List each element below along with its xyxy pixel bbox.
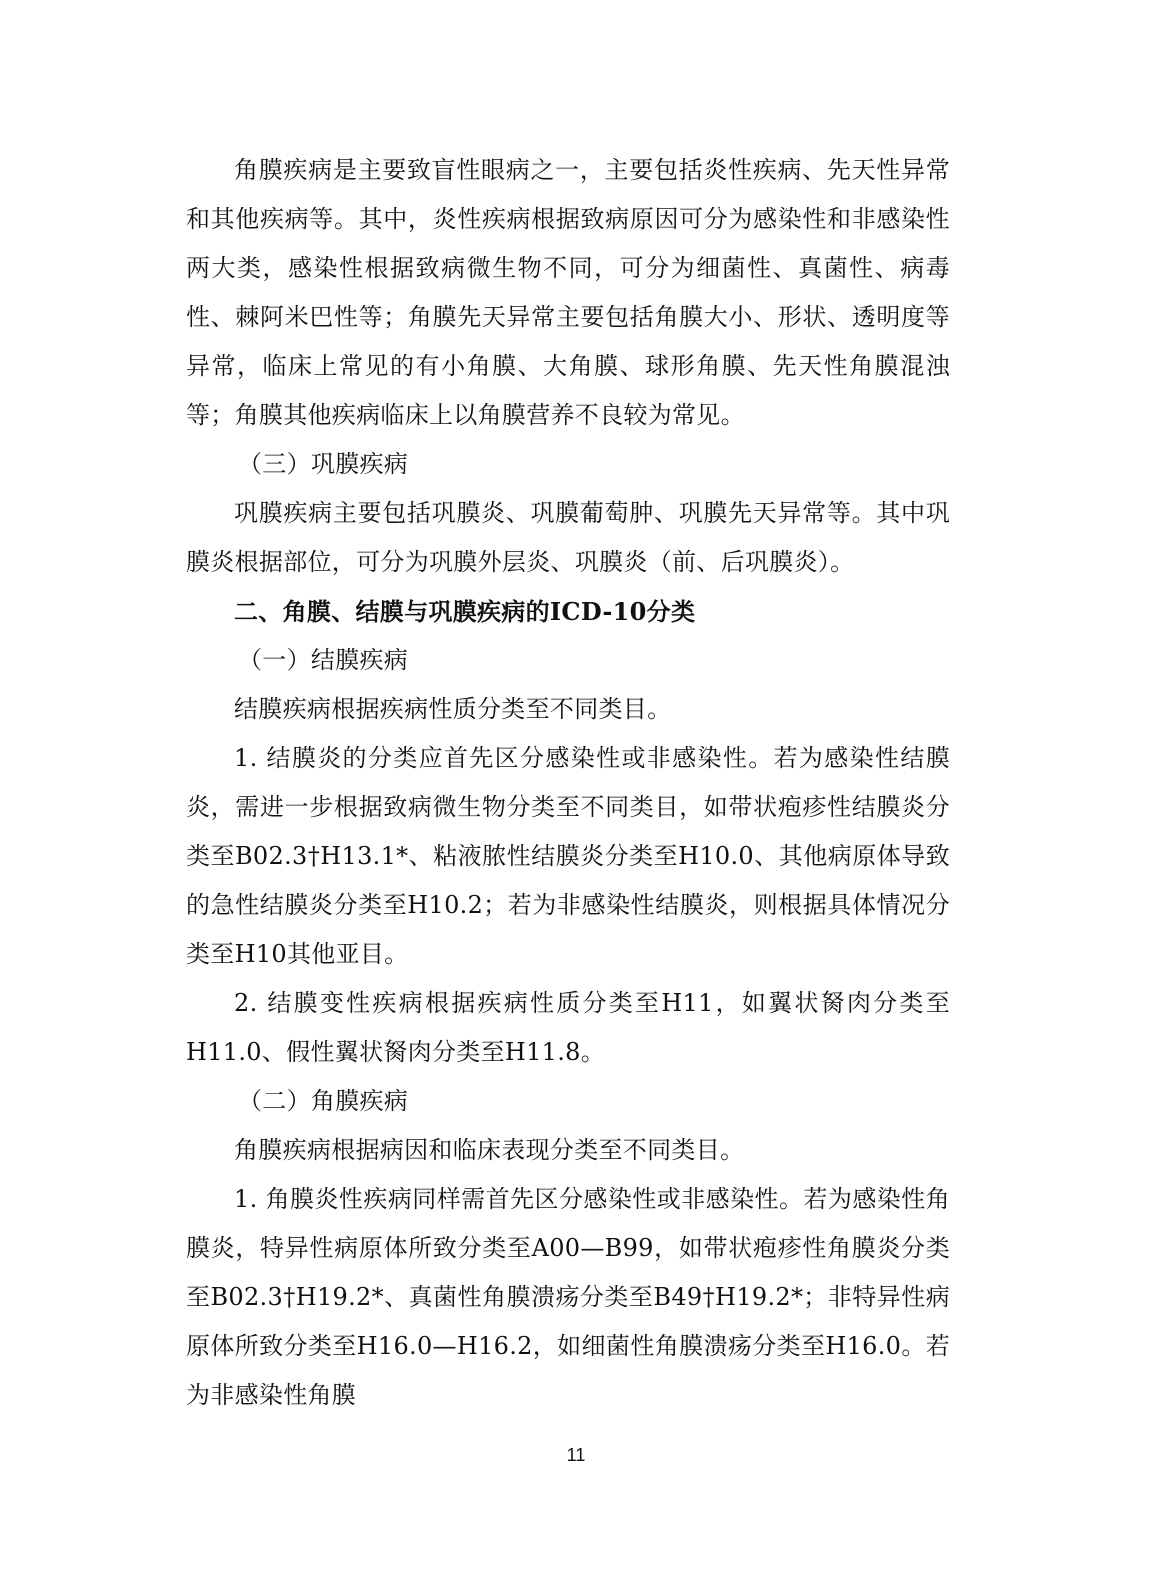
paragraph-sclera-overview: 巩膜疾病主要包括巩膜炎、巩膜葡萄肿、巩膜先天异常等。其中巩膜炎根据部位，可分为巩膜外层炎、巩膜炎（前、后巩膜炎）。	[186, 499, 950, 576]
paragraph-cornea-overview: 角膜疾病是主要致盲性眼病之一，主要包括炎性疾病、先天性异常和其他疾病等。其中，炎性疾病根据致病原因可分为感染性和非感染性两大类，感染性根据致病微生物不同，可分为细菌性、真菌性、病毒性、棘阿米巴性等；角膜先天异常主要包括角膜大小、形状、透明度等异常，临床上常见的有小角膜、大角膜、球形角膜、先天性角膜混浊等；角膜其他疾病临床上以角膜营养不良较为常见。	[186, 156, 950, 429]
page-number: 11	[566, 1445, 586, 1465]
paragraph-conjunctivitis-classification: 1. 结膜炎的分类应首先区分感染性或非感染性。若为感染性结膜炎，需进一步根据致病微生物分类至不同类目，如带状疱疹性结膜炎分类至B02.3†H13.1*、粘液脓性结膜炎分类至H10.0、其他病原体导致的急性结膜炎分类至H10.2；若为非感染性结膜炎，则根据具体情况分类至H10其他亚目。	[186, 744, 950, 968]
subheading-sclera-diseases: （三）巩膜疾病	[238, 450, 409, 478]
subheading-cornea-diseases: （二）角膜疾病	[238, 1087, 409, 1115]
paragraph-conjunctiva-intro: 结膜疾病根据疾病性质分类至不同类目。	[234, 695, 672, 723]
paragraph-keratitis-classification: 1. 角膜炎性疾病同样需首先区分感染性或非感染性。若为感染性角膜炎，特异性病原体所致分类至A00—B99，如带状疱疹性角膜炎分类至B02.3†H19.2*、真菌性角膜溃疡分类至B49†H19.2*；非特异性病原体所致分类至H16.0—H16.2，如细菌性角膜溃疡分类至H16.0。若为非感染性角膜	[186, 1185, 950, 1409]
paragraph-conjunctiva-degeneration: 2. 结膜变性疾病根据疾病性质分类至H11，如翼状胬肉分类至H11.0、假性翼状胬肉分类至H11.8。	[186, 989, 950, 1066]
paragraph-cornea-intro: 角膜疾病根据病因和临床表现分类至不同类目。	[234, 1136, 745, 1164]
subheading-conjunctiva-diseases: （一）结膜疾病	[238, 646, 409, 674]
document-body	[186, 146, 950, 1420]
section-heading-icd10-classification: 二、角膜、结膜与巩膜疾病的ICD-10分类	[234, 597, 696, 626]
